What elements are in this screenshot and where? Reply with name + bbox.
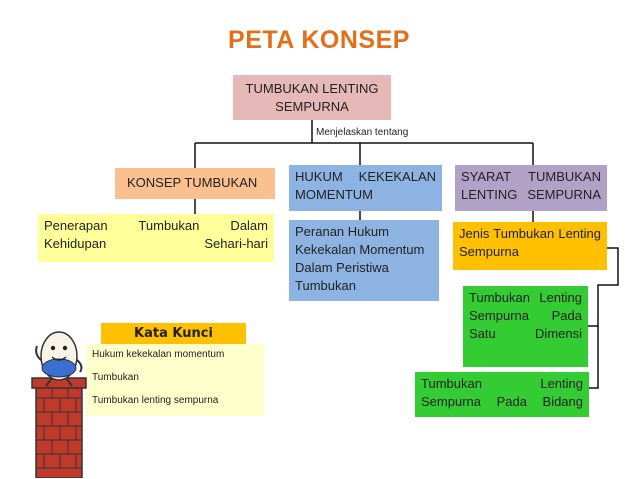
satu-dimensi-box bbox=[463, 286, 588, 367]
konsep-tumbukan-box bbox=[115, 168, 275, 199]
konsep-tumbukan-label: KONSEP TUMBUKAN bbox=[127, 175, 258, 190]
connector-label: Menjelaskan tentang bbox=[316, 127, 409, 138]
root-concept-box bbox=[233, 75, 391, 120]
peranan-hukum-label: Peranan Hukum Kekekalan Momentum Dalam Peristiwa Tumbukan bbox=[295, 224, 425, 293]
kata-kunci-panel bbox=[86, 344, 264, 416]
syarat-tumbukan-label: SYARAT TUMBUKAN LENTING SEMPURNA bbox=[461, 169, 601, 202]
kata-kunci-title-label: Kata Kunci bbox=[134, 326, 213, 341]
page-title: PETA KONSEP bbox=[228, 26, 410, 54]
jenis-tumbukan-box bbox=[453, 222, 607, 270]
satu-dimensi-label: Tumbukan Lenting Sempurna Pada Satu Dimensi bbox=[469, 290, 582, 341]
syarat-tumbukan-box bbox=[455, 165, 607, 211]
keyword-item: Tumbukan bbox=[92, 372, 139, 383]
hukum-kekekalan-label: HUKUM KEKEKALAN MOMENTUM bbox=[295, 169, 436, 202]
peranan-hukum-box bbox=[289, 220, 439, 301]
penerapan-label: Penerapan Tumbukan Dalam Kehidupan Sehari-hari bbox=[44, 218, 268, 251]
penerapan-box bbox=[38, 214, 274, 262]
root-concept-label: TUMBUKAN LENTING SEMPURNA bbox=[245, 81, 379, 114]
kata-kunci-title bbox=[101, 323, 246, 345]
hukum-kekekalan-box bbox=[289, 165, 442, 211]
humpty-dumpty-illustration bbox=[28, 326, 92, 478]
keyword-item: Tumbukan lenting sempurna bbox=[92, 395, 219, 406]
jenis-tumbukan-label: Jenis Tumbukan Lenting Sempurna bbox=[459, 226, 601, 259]
pada-bidang-label: Tumbukan Lenting Sempurna Pada Bidang bbox=[421, 376, 583, 409]
keyword-item: Hukum kekekalan momentum bbox=[92, 349, 225, 360]
pada-bidang-box bbox=[415, 372, 589, 417]
